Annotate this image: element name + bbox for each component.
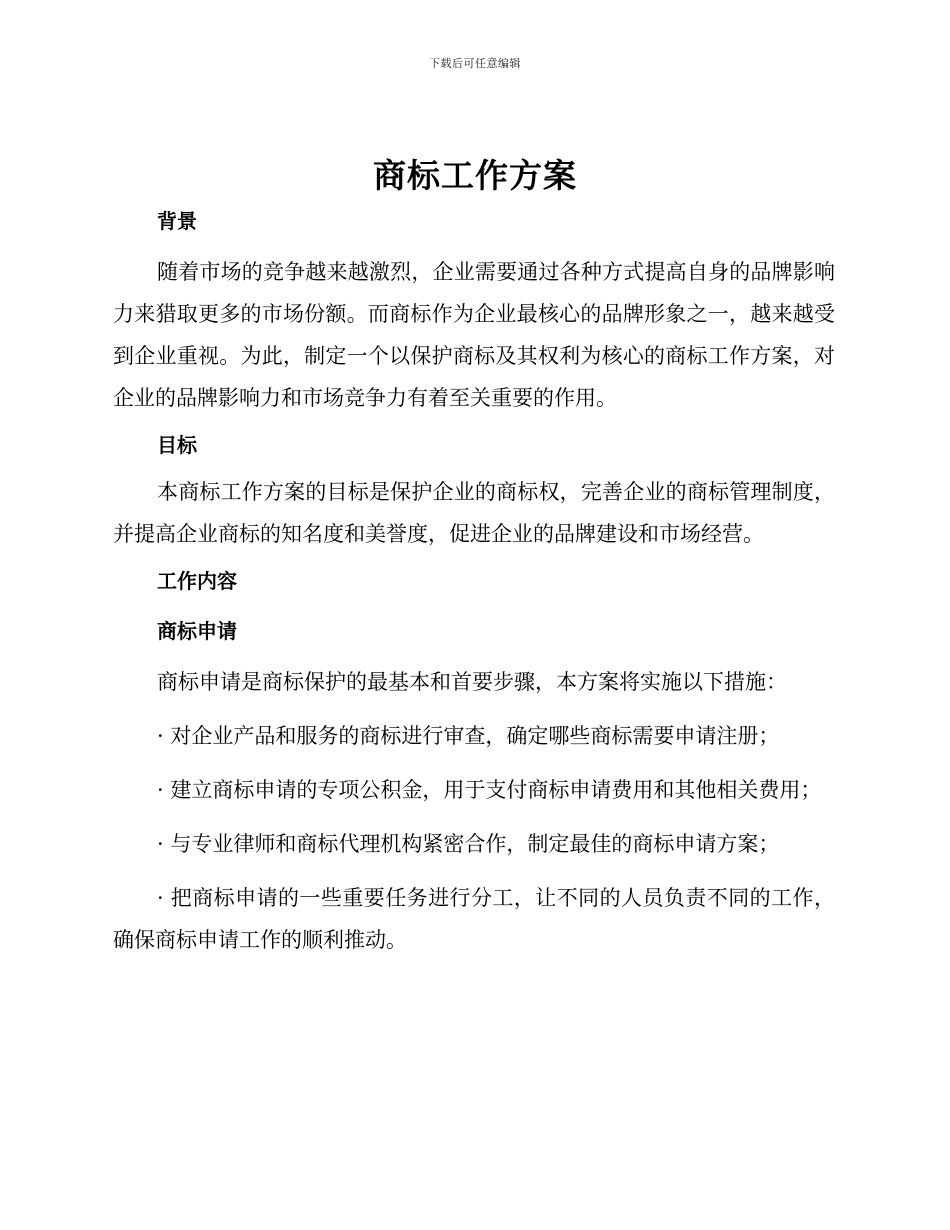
heading-background: 背景: [157, 209, 197, 233]
paragraph-background: 随着市场的竞争越来越激烈，企业需要通过各种方式提高自身的品牌影响力来猎取更多的市场份额。而商标作为企业最核心的品牌形象之一，越来越受到企业重视。为此，制定一个以保护商标及其权利为核心的商标工作方案，对企业的品牌影响力和市场竞争力有着至关重要的作用。: [113, 260, 835, 410]
header-note: 下载后可任意编辑: [429, 57, 521, 70]
paragraph-trademark-intro: 商标申请是商标保护的最基本和首要步骤，本方案将实施以下措施：: [157, 670, 787, 694]
heading-trademark-application: 商标申请: [157, 619, 237, 643]
heading-work-content: 工作内容: [157, 569, 237, 593]
list-item-2: · 建立商标申请的专项公积金，用于支付商标申请费用和其他相关费用；: [157, 778, 822, 802]
paragraph-goal: 本商标工作方案的目标是保护企业的商标权，完善企业的商标管理制度，并提高企业商标的知名度和美誉度，促进企业的品牌建设和市场经营。: [113, 480, 835, 546]
list-item-3: · 与专业律师和商标代理机构紧密合作，制定最佳的商标申请方案；: [157, 832, 780, 856]
document-title: 商标工作方案: [373, 156, 577, 195]
heading-goal: 目标: [157, 433, 197, 457]
list-item-4: · 把商标申请的一些重要任务进行分工，让不同的人员负责不同的工作，确保商标申请工作的顺利推动。: [113, 886, 835, 952]
document-body: [113, 203, 835, 961]
list-item-1: · 对企业产品和服务的商标进行审查，确定哪些商标需要申请注册；: [157, 724, 780, 748]
